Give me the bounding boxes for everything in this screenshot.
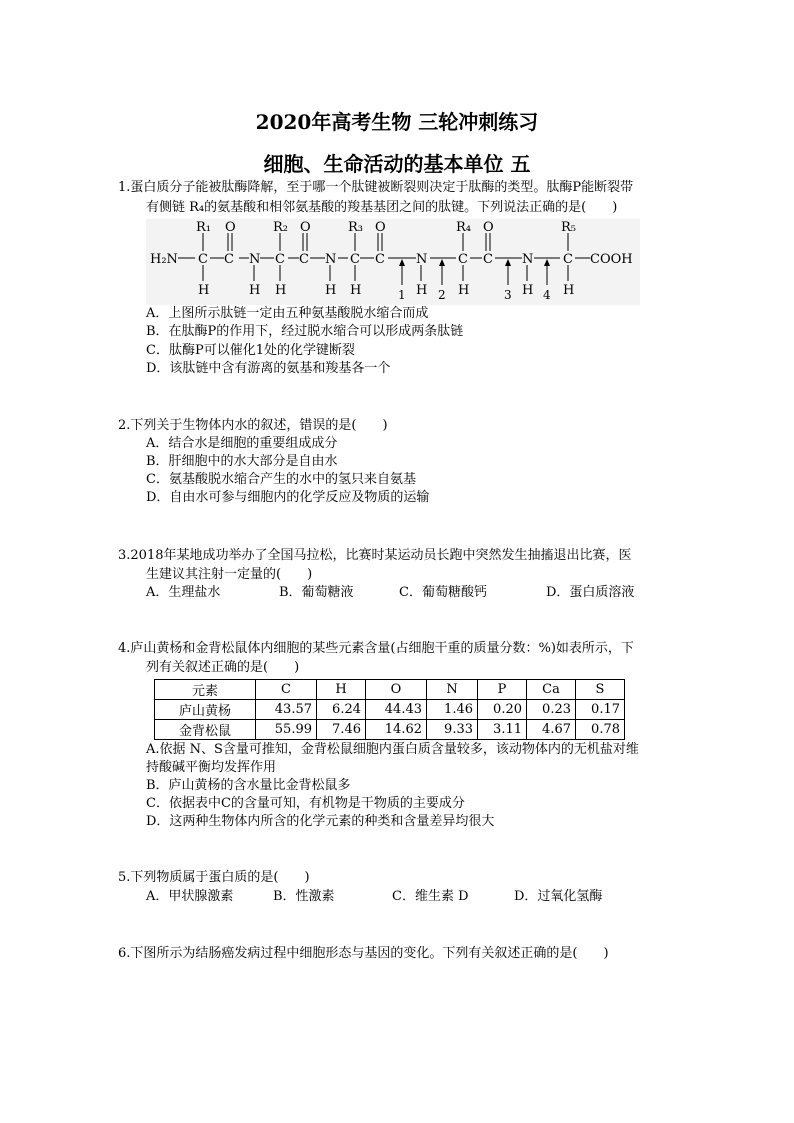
- hydrogen-label: H: [563, 283, 575, 298]
- carbon-label: C: [299, 252, 309, 267]
- peptide-chain-figure: [146, 219, 640, 309]
- q5-option-a: A．甲状腺激素: [146, 889, 234, 904]
- carbon-label: C: [275, 252, 285, 267]
- arrow-label-3: 3: [504, 288, 512, 302]
- table-cell: 7.46: [317, 720, 366, 740]
- table-header-cell: O: [366, 680, 427, 700]
- table-cell: 1.46: [427, 700, 478, 720]
- carbon-label: C: [350, 252, 360, 267]
- nitrogen-label: N: [325, 252, 337, 267]
- table-cell: 0.78: [576, 720, 625, 740]
- q3-stem-line2: 生建议其注射一定量的( ): [146, 567, 313, 582]
- table-cell: 3.11: [478, 720, 527, 740]
- q4-option-c: C．依据表中C的含量可知，有机物是干物质的主要成分: [146, 796, 465, 811]
- cooh-label: COOH: [590, 252, 633, 267]
- q2-stem: 2.下列关于生物体内水的叙述，错误的是( ): [118, 418, 388, 433]
- page-subtitle: 细胞、生命活动的基本单位 五: [263, 152, 531, 176]
- q4-stem-line2: 列有关叙述正确的是( ): [146, 660, 300, 675]
- q2-option-d: D．自由水可参与细胞内的化学反应及物质的运输: [146, 490, 430, 505]
- q4-stem-line1: 4.庐山黄杨和金背松鼠体内细胞的某些元素含量(占细胞干重的质量分数：%)如表所示，下: [118, 641, 634, 656]
- q4-option-a-line1: A.依据 N、S含量可推知，金背松鼠细胞内蛋白质含量较多，该动物体内的无机盐对维: [146, 742, 639, 757]
- page-title: 2020年高考生物 三轮冲刺练习: [255, 110, 539, 134]
- table-header-cell: 元素: [155, 680, 256, 700]
- carbon-label: C: [198, 252, 208, 267]
- q5-option-b: B．性激素: [273, 889, 335, 904]
- q4-option-d: D．这两种生物体内所含的化学元素的种类和含量差异均很大: [146, 814, 495, 829]
- r2-label: R₂: [273, 220, 288, 235]
- r4-label: R₄: [456, 220, 471, 235]
- q1-stem-line2: 有侧链 R₄的氨基酸和相邻氨基酸的羧基基团之间的肽键。下列说法正确的是( ): [146, 200, 618, 215]
- q3-stem-line1: 3.2018年某地成功举办了全国马拉松，比赛时某运动员长跑中突然发生抽搐退出比赛，医: [118, 548, 632, 563]
- q1-option-b: B．在肽酶P的作用下，经过脱水缩合可以形成两条肽链: [146, 324, 464, 339]
- table-cell: 43.57: [256, 700, 317, 720]
- table-cell: 55.99: [256, 720, 317, 740]
- table-row: [155, 720, 625, 740]
- q3-option-d: D．蛋白质溶液: [546, 585, 635, 600]
- table-cell: 0.23: [527, 700, 576, 720]
- q5-stem: 5.下列物质属于蛋白质的是( ): [118, 870, 310, 885]
- q5-option-c: C．维生素 D: [392, 889, 469, 904]
- q3-option-a: A．生理盐水: [146, 585, 221, 600]
- q6-stem: 6.下图所示为结肠癌发病过程中细胞形态与基因的变化。下列有关叙述正确的是( ): [118, 946, 609, 961]
- q1-option-a: A．上图所示肽链一定由五种氨基酸脱水缩合而成: [146, 306, 429, 321]
- hydrogen-label: H: [458, 283, 470, 298]
- h2n-label: H₂N: [150, 252, 178, 267]
- hydrogen-label: H: [198, 283, 210, 298]
- hydrogen-label: H: [249, 283, 261, 298]
- q5-option-d: D．过氧化氢酶: [514, 889, 603, 904]
- r3-label: R₃: [348, 220, 363, 235]
- arrow-label-1: 1: [398, 288, 406, 302]
- oxygen-label: O: [375, 220, 386, 235]
- table-cell: 庐山黄杨: [155, 700, 256, 720]
- table-cell: 4.67: [527, 720, 576, 740]
- hydrogen-label: H: [325, 283, 337, 298]
- q4-option-b: B．庐山黄杨的含水量比金背松鼠多: [146, 778, 351, 793]
- carbon-label: C: [483, 252, 493, 267]
- oxygen-label: O: [300, 220, 311, 235]
- arrow-label-4: 4: [543, 288, 551, 302]
- table-header-cell: H: [317, 680, 366, 700]
- table-cell: 14.62: [366, 720, 427, 740]
- table-header-cell: S: [576, 680, 625, 700]
- r1-label: R₁: [196, 220, 211, 235]
- hydrogen-label: H: [275, 283, 287, 298]
- carbon-label: C: [224, 252, 234, 267]
- table-header-row: [155, 680, 625, 700]
- table-header-cell: P: [478, 680, 527, 700]
- r5-label: R₅: [561, 220, 576, 235]
- q1-stem-line1: 1.蛋白质分子能被肽酶降解，至于哪一个肽键被断裂则决定于肽酶的类型。肽酶P能断裂带: [118, 180, 634, 195]
- table-header-cell: C: [256, 680, 317, 700]
- oxygen-label: O: [483, 220, 494, 235]
- nitrogen-label: N: [522, 252, 534, 267]
- q1-option-d: D．该肽链中含有游离的氨基和羧基各一个: [146, 361, 391, 376]
- table-header-cell: N: [427, 680, 478, 700]
- nitrogen-label: N: [416, 252, 428, 267]
- table-cell: 9.33: [427, 720, 478, 740]
- carbon-label: C: [563, 252, 573, 267]
- table-cell: 0.17: [576, 700, 625, 720]
- table-header-cell: Ca: [527, 680, 576, 700]
- hydrogen-label: H: [350, 283, 362, 298]
- table-cell: 0.20: [478, 700, 527, 720]
- oxygen-label: O: [225, 220, 236, 235]
- table-row: [155, 700, 625, 720]
- q4-option-a-line2: 持酸碱平衡均发挥作用: [146, 760, 277, 775]
- arrow-label-2: 2: [438, 288, 446, 302]
- q1-option-c: C．肽酶P可以催化1处的化学键断裂: [146, 343, 355, 358]
- table-cell: 金背松鼠: [155, 720, 256, 740]
- table-cell: 44.43: [366, 700, 427, 720]
- q2-option-a: A．结合水是细胞的重要组成成分: [146, 436, 338, 451]
- table-cell: 6.24: [317, 700, 366, 720]
- hydrogen-label: H: [522, 283, 534, 298]
- q3-option-b: B．葡萄糖液: [279, 585, 354, 600]
- element-content-table: [154, 679, 625, 740]
- q2-option-c: C．氨基酸脱水缩合产生的水中的氢只来自氨基: [146, 472, 416, 487]
- carbon-label: C: [375, 252, 385, 267]
- q3-option-c: C．葡萄糖酸钙: [399, 585, 487, 600]
- hydrogen-label: H: [416, 283, 428, 298]
- q2-option-b: B．肝细胞中的水大部分是自由水: [146, 454, 338, 469]
- nitrogen-label: N: [249, 252, 261, 267]
- carbon-label: C: [458, 252, 468, 267]
